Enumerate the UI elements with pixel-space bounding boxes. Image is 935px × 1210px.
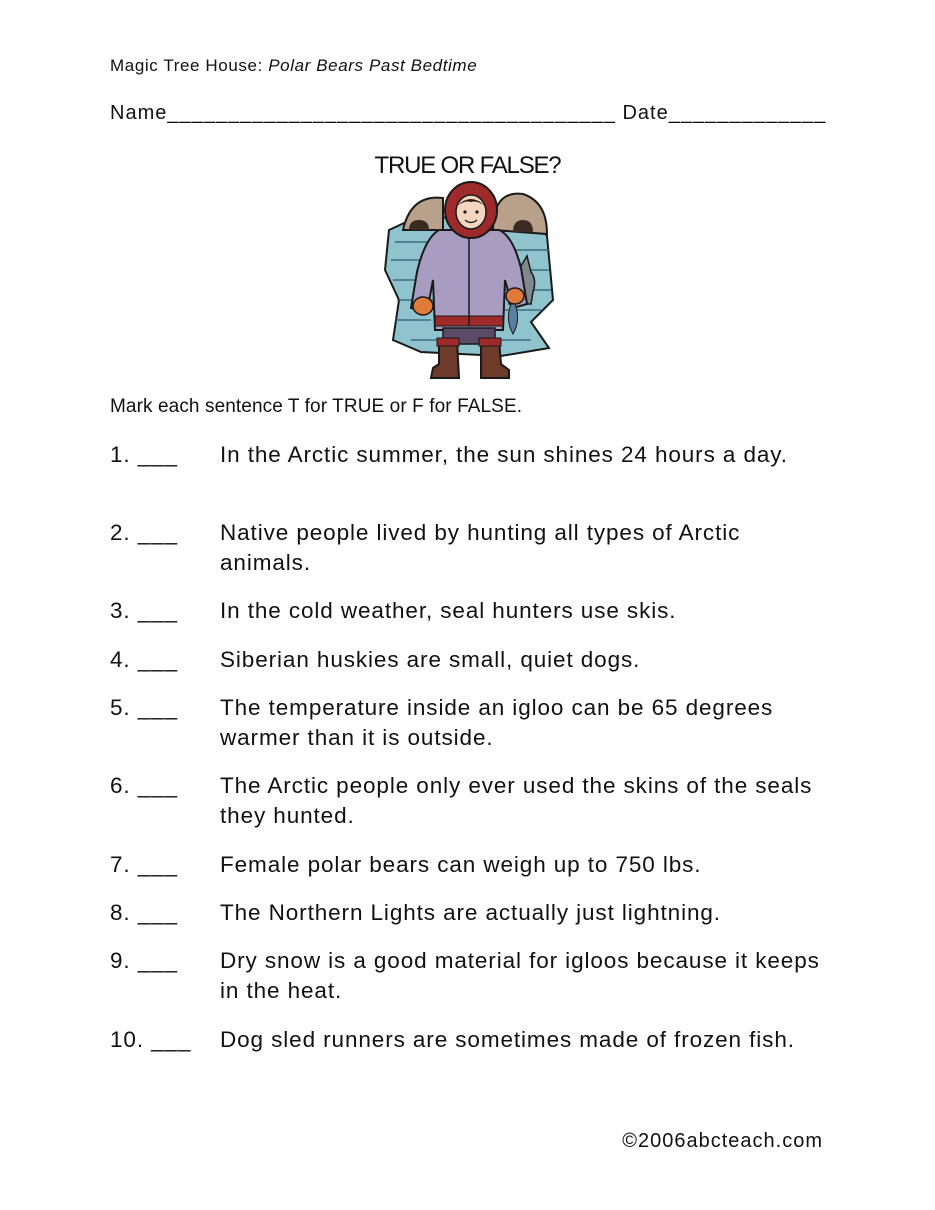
instructions: Mark each sentence T for TRUE or F for FALSE. <box>110 396 523 417</box>
question-text: Siberian huskies are small, quiet dogs. <box>220 647 641 672</box>
question-number: 2. ___ <box>110 520 178 545</box>
question-text: The Northern Lights are actually just lightning. <box>220 900 721 925</box>
worksheet-title: TRUE OR FALSE? <box>374 152 561 179</box>
question-number: 4. ___ <box>110 647 178 672</box>
question-number: 8. ___ <box>110 900 178 925</box>
question-number: 1. ___ <box>110 442 178 467</box>
series-header <box>110 56 477 76</box>
question-text: Female polar bears can weigh up to 750 lbs. <box>220 852 702 877</box>
question-text: Dry snow is a good material for igloos because it keeps in the heat. <box>220 948 820 1003</box>
series-name: Magic Tree House: <box>110 56 269 75</box>
question-number: 7. ___ <box>110 852 178 877</box>
name-field: Name_____________________________________ <box>110 102 616 124</box>
eskimo-child-clipart-icon <box>381 180 559 384</box>
question-number: 9. ___ <box>110 948 178 973</box>
question-number: 3. ___ <box>110 598 178 623</box>
question-text: Native people lived by hunting all types of Arctic animals. <box>220 520 741 575</box>
copyright: ©2006abcteach.com <box>622 1130 823 1152</box>
question-text: Dog sled runners are sometimes made of frozen fish. <box>220 1027 795 1052</box>
question-text: The temperature inside an igloo can be 65 degrees warmer than it is outside. <box>220 695 774 750</box>
name-date-line <box>110 102 826 125</box>
question-text: The Arctic people only ever used the skins of the seals they hunted. <box>220 773 813 828</box>
question-text: In the Arctic summer, the sun shines 24 hours a day. <box>220 442 788 467</box>
question-number: 6. ___ <box>110 773 178 798</box>
question-text: In the cold weather, seal hunters use skis. <box>220 598 677 623</box>
question-number: 5. ___ <box>110 695 178 720</box>
date-field: Date_____________ <box>622 102 827 124</box>
question-number: 10. ___ <box>110 1027 192 1052</box>
book-title: Polar Bears Past Bedtime <box>268 56 478 75</box>
